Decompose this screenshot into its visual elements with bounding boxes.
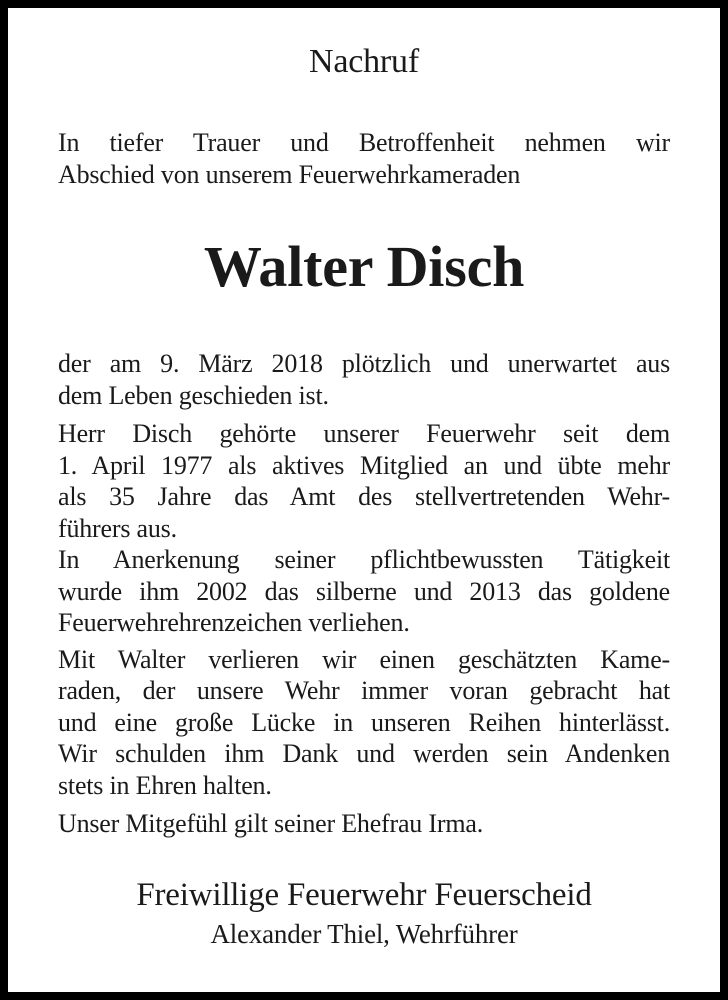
paragraph-service-history <box>58 418 670 639</box>
text-line: wurde ihm 2002 das silberne und 2013 das goldene <box>58 576 670 606</box>
text-line: In tiefer Trauer und Betroffenheit nehmen wir <box>58 128 670 157</box>
text-line: führers aus. <box>58 513 177 543</box>
signer-name: Alexander Thiel, Wehrführer <box>210 918 518 949</box>
text-line: Wir schulden ihm Dank und werden sein Andenken <box>58 739 670 768</box>
paragraph-death-info <box>58 348 670 411</box>
paragraph-tribute <box>58 644 670 802</box>
text-line: Unser Mitgefühl gilt seiner Ehefrau Irma. <box>58 809 483 838</box>
text-line: als 35 Jahre das Amt des stellvertretenden Wehr- <box>58 482 670 511</box>
paragraph-condolence <box>58 808 670 840</box>
intro-paragraph <box>58 127 670 190</box>
text-line: In Anerkenung seiner pflichtbewussten Tätigkeit <box>58 545 670 574</box>
text-line: dem Leben geschieden ist. <box>58 380 329 410</box>
deceased-name: Walter Disch <box>203 234 525 299</box>
text-line: Feuerwehrehrenzeichen verliehen. <box>58 608 410 637</box>
organization-name: Freiwillige Feuerwehr Feuerscheid <box>136 876 592 913</box>
text-line: der am 9. März 2018 plötzlich und unerwartet aus <box>58 349 670 378</box>
text-line: Abschied von unserem Feuerwehrkameraden <box>58 159 521 189</box>
notice-title: Nachruf <box>309 43 419 80</box>
text-line: 1. April 1977 als aktives Mitglied an und übte mehr <box>58 450 670 480</box>
text-line: Herr Disch gehörte unserer Feuerwehr seit dem <box>58 419 670 448</box>
obituary-notice <box>8 42 720 951</box>
text-line: raden, der unsere Wehr immer voran gebracht hat <box>58 676 670 705</box>
text-line: stets in Ehren halten. <box>58 770 272 800</box>
text-line: Mit Walter verlieren wir einen geschätzten Kame- <box>58 644 670 674</box>
text-line: und eine große Lücke in unseren Reihen hinterlässt. <box>58 707 670 737</box>
